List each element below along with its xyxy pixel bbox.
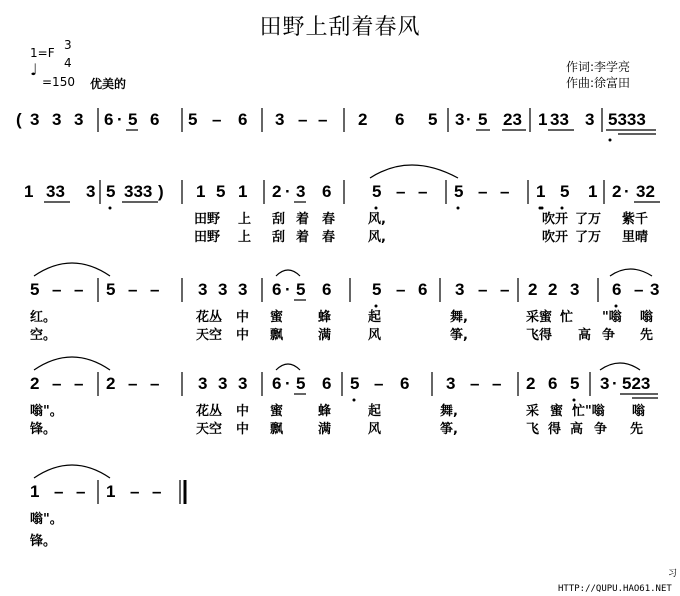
lyric-verse-2: 着 [296,230,310,245]
song-title: 田野上刮着春风 [259,15,421,40]
note: – [318,110,328,129]
note: 5 [372,280,382,299]
note: 5 [106,182,116,201]
lyric-verse-2: 得 [548,422,562,437]
lyric-verse-1: 舞, [450,310,468,325]
note: ( [16,110,22,129]
lyric-verse-1: 起 [368,310,382,325]
note: 6 [238,110,248,129]
corner-mark: 习 [668,569,678,579]
note: 6 [104,110,114,129]
low-octave-dot [573,399,576,402]
note: 1 [196,182,206,201]
lyric-verse-2: 满 [318,422,332,437]
low-octave-dot [353,399,356,402]
note: · [624,182,630,201]
lyric-verse-1: 起 [368,404,382,419]
tempo-marking: =150 [42,75,75,89]
lyric-verse-1: 蜜 [270,310,284,325]
note: 5 [570,374,580,393]
note: 1 [536,182,546,201]
lyric-verse-2: 先 [630,422,644,437]
note: 5 [106,280,116,299]
lyric-verse-2: 天空 [196,422,223,437]
note: 6 [272,374,282,393]
note: · [117,110,123,129]
lyric-verse-2: 满 [318,328,332,343]
note: 5 [454,182,464,201]
note: – [396,280,406,299]
lyric-verse-1: 嗡 [632,404,646,419]
expression-marking: 优美的 [90,77,127,91]
lyric-verse-1: 中 [236,310,250,325]
note: 3 [86,182,96,201]
low-octave-dot [375,305,378,308]
lyric-verse-2: 田野 [194,230,221,245]
note: – [128,374,138,393]
lyric-verse-2: 刮 [272,230,286,245]
lyric-verse-2: 筝, [450,328,468,343]
note: 2 [272,182,282,201]
note: 523 [622,374,651,393]
note: 5 [128,110,138,129]
lyric-verse-1: 红。 [30,310,57,325]
note: 2 [358,110,368,129]
note: 1 [106,482,116,501]
note: – [500,280,510,299]
note: – [52,374,62,393]
slur [600,363,640,370]
lyric-verse-1: 嗡 [640,310,654,325]
lyric-verse-1: 上 [238,212,252,227]
note: 6 [322,374,332,393]
lyric-verse-1: 花丛 [196,310,223,325]
note: 1 [24,182,34,201]
lyric-verse-1: 刮 [272,212,286,227]
low-octave-dot [109,207,112,210]
note: 5 [428,110,438,129]
note: 2 [528,280,538,299]
low-octave-dot [539,207,542,210]
note: 5333 [608,110,646,129]
note: 1 [588,182,598,201]
note: 6 [272,280,282,299]
note: – [54,482,64,501]
lyric-verse-1: 着 [296,212,310,227]
note: 3 [74,110,84,129]
note: 23 [503,110,522,129]
lyric-verse-2: 风 [368,328,382,343]
tie [34,357,110,370]
slur [276,270,300,276]
lyric-verse-1: 蜂 [318,404,332,419]
time-signature-numerator: 3 [64,38,72,52]
note: 3 [446,374,456,393]
note: · [285,182,291,201]
note: – [150,374,160,393]
note: 3 [570,280,580,299]
note: 3 [275,110,285,129]
note: 5 [350,374,360,393]
note: 333 [124,182,153,201]
note: 3 [296,182,306,201]
note: 1 [538,110,548,129]
note: 3 [52,110,62,129]
note: – [492,374,502,393]
note: 6 [322,280,332,299]
lyric-verse-1: 风, [368,212,386,227]
tie [34,465,110,478]
lyric-verse-2: 了万 [575,230,602,245]
lyric-verse-1: 忙"嗡 [572,404,605,419]
note: – [74,280,84,299]
lyric-verse-2: 锋。 [30,534,57,549]
time-signature-denominator: 4 [64,56,72,70]
note: 3 [650,280,660,299]
note: 6 [322,182,332,201]
lyric-verse-1: 蜂 [318,310,332,325]
low-octave-dot [561,207,564,210]
note: – [396,182,406,201]
note: 5 [296,280,306,299]
note: 6 [400,374,410,393]
lyric-verse-1: 采 [526,404,540,419]
note: 3 [218,374,228,393]
note: 6 [612,280,622,299]
note: 2 [106,374,116,393]
note: – [128,280,138,299]
low-octave-dot [609,139,612,142]
note: · [285,280,291,299]
note: – [52,280,62,299]
tie [34,263,110,276]
lyric-verse-1: 花丛 [196,404,223,419]
note: – [76,482,86,501]
note: 3 [198,374,208,393]
lyric-verse-1: 忙 [560,310,574,325]
lyric-verse-2: 风 [368,422,382,437]
lyric-verse-1: 春 [322,212,336,227]
note: 33 [46,182,65,201]
note: 6 [150,110,160,129]
lyric-verse-1: 采蜜 [526,310,553,325]
tie [370,165,458,178]
lyric-verse-2: 吹开 [542,230,569,245]
note: 1 [238,182,248,201]
note: 3 [238,280,248,299]
low-octave-dot [615,305,618,308]
note: 5 [372,182,382,201]
lyric-verse-2: 风, [368,230,386,245]
lyric-verse-1: 了万 [575,212,602,227]
note: 3 [455,280,465,299]
source-watermark: HTTP://QUPU.HAO61.NET [558,584,672,594]
note: 3 [455,110,465,129]
note: – [500,182,510,201]
note: 3 [238,374,248,393]
note: 5 [296,374,306,393]
note: 5 [560,182,570,201]
lyric-verse-2: 里晴 [622,230,649,245]
note: 2 [526,374,536,393]
note: 2 [548,280,558,299]
lyric-verse-1: 中 [236,404,250,419]
note: – [478,182,488,201]
note: 6 [395,110,405,129]
lyric-verse-2: 春 [322,230,336,245]
note: – [470,374,480,393]
lyricist-credit: 作词:李学亮 [566,60,631,74]
note: 5 [478,110,488,129]
lyric-verse-1: 嗡"。 [30,404,63,419]
lyric-verse-2: 空。 [30,328,57,343]
note: 32 [636,182,655,201]
slur [610,269,652,276]
note: 2 [612,182,622,201]
note: 3 [198,280,208,299]
lyric-verse-2: 飘 [270,328,284,343]
lyric-verse-2: 中 [236,328,250,343]
lyric-verse-2: 筝, [440,422,458,437]
note: 2 [30,374,40,393]
lyric-verse-2: 锋。 [30,422,57,437]
note: 5 [30,280,40,299]
note: 5 [216,182,226,201]
lyric-verse-1: 紫千 [622,212,649,227]
note: ) [158,182,164,201]
lyric-verse-1: 舞, [440,404,458,419]
note: 3 [30,110,40,129]
note: 33 [550,110,569,129]
lyric-verse-2: 高 [578,328,592,343]
note: 3 [600,374,610,393]
key-signature: 1=F [30,46,55,60]
note: – [478,280,488,299]
note: 3 [218,280,228,299]
lyric-verse-1: 吹开 [542,212,569,227]
note: 3 [585,110,595,129]
lyric-verse-2: 飘 [270,422,284,437]
lyric-verse-2: 天空 [196,328,223,343]
note: 6 [548,374,558,393]
note: – [634,280,644,299]
note: · [612,374,618,393]
note: – [212,110,222,129]
note: – [74,374,84,393]
lyric-verse-2: 飞 [526,422,540,437]
lyric-verse-1: 田野 [194,212,221,227]
note: – [374,374,384,393]
lyric-verse-1: 蜜 [550,404,564,419]
note: – [150,280,160,299]
note: – [418,182,428,201]
lyric-verse-2: 争 [602,328,616,343]
lyric-verse-1: 蜜 [270,404,284,419]
lyric-verse-2: 中 [236,422,250,437]
note: 6 [418,280,428,299]
note: – [298,110,308,129]
slur [276,364,300,370]
lyric-verse-2: 争 [594,422,608,437]
lyric-verse-2: 高 [570,422,584,437]
note: 5 [188,110,198,129]
low-octave-dot [375,207,378,210]
lyric-verse-2: 上 [238,230,252,245]
low-octave-dot [457,207,460,210]
quarter-note-icon: ♩ [30,60,38,79]
note: – [152,482,162,501]
note: – [130,482,140,501]
lyric-verse-2: 先 [640,328,654,343]
lyric-verse-2: 飞得 [526,328,553,343]
note: · [466,110,472,129]
note: · [285,374,291,393]
lyric-verse-1: "嗡 [602,310,622,325]
lyric-verse-1: 嗡"。 [30,512,63,527]
composer-credit: 作曲:徐富田 [566,76,631,90]
note: 1 [30,482,40,501]
